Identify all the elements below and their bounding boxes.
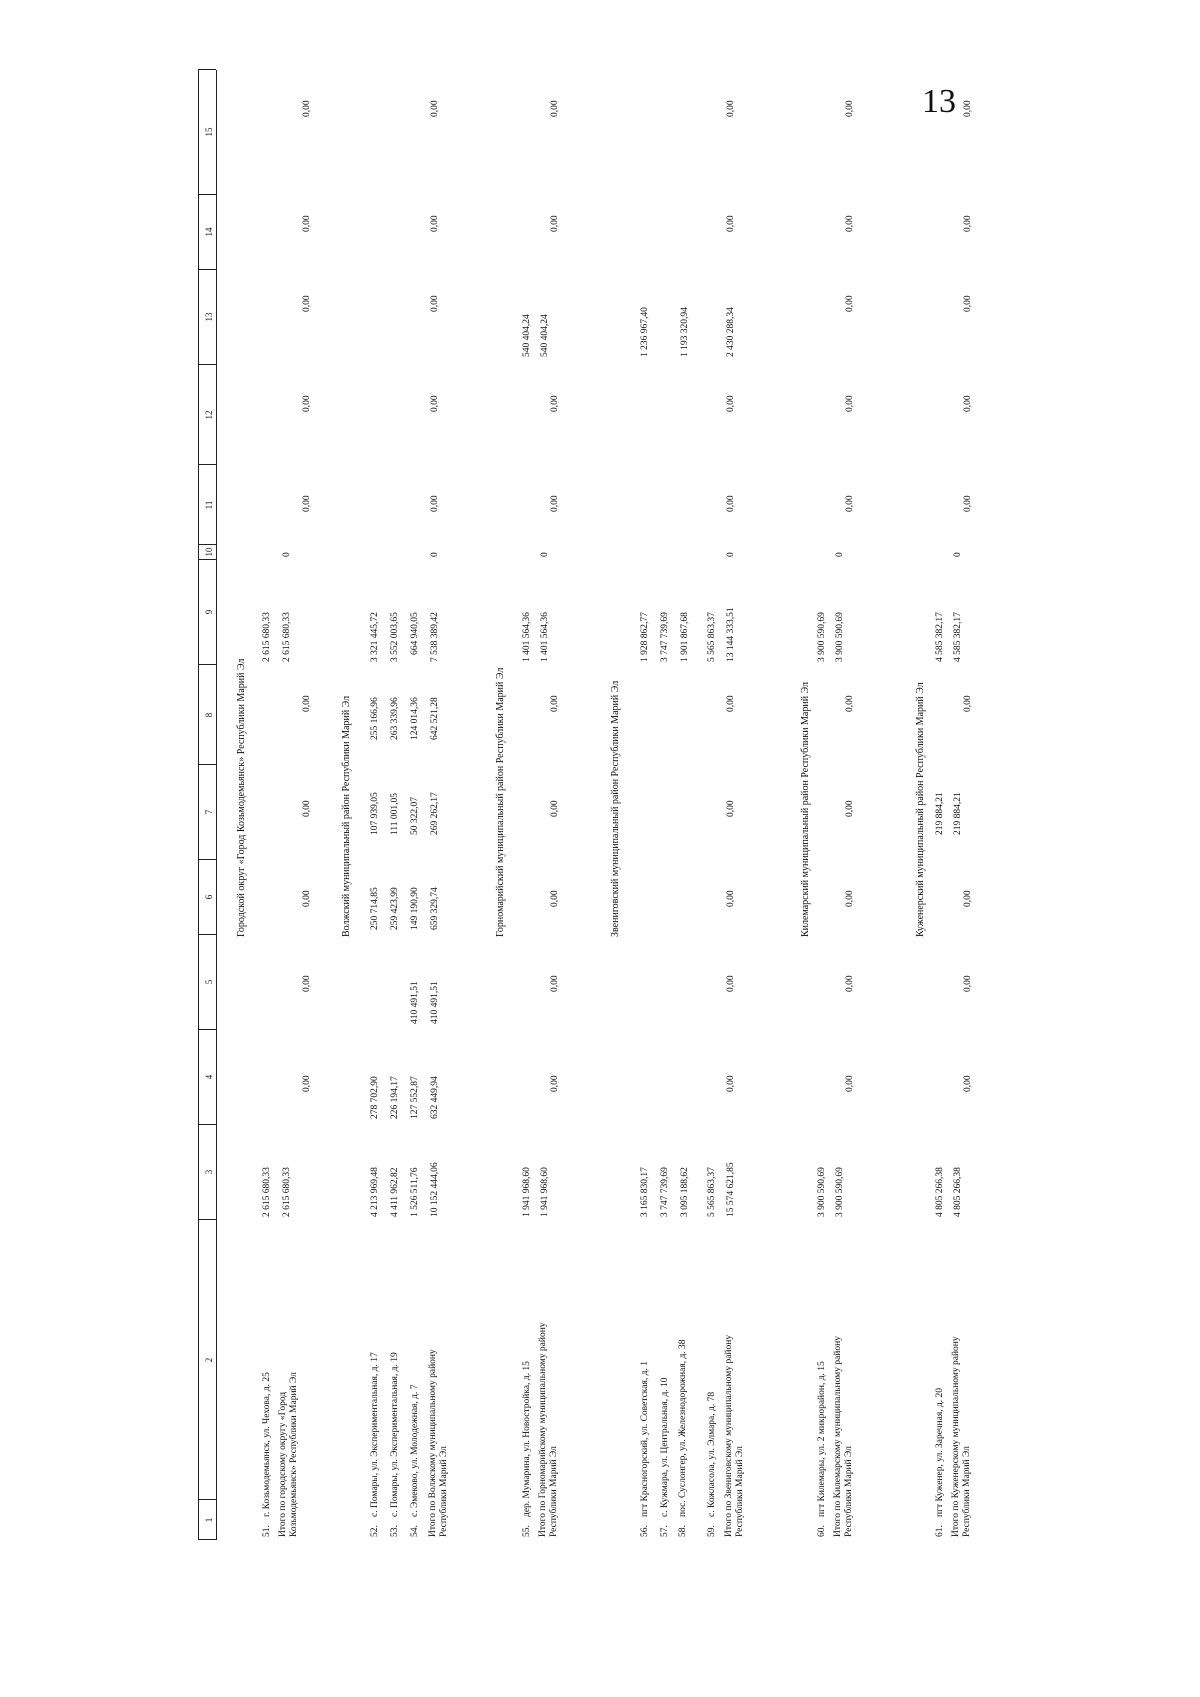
cell-c3: 4 213 969,48: [370, 1167, 380, 1217]
header-bottom-rule: [216, 70, 217, 1540]
cell-c5: 0,00: [963, 975, 973, 992]
cell-c12: 0,00: [550, 395, 560, 412]
cell-c15: 0,00: [845, 100, 855, 117]
cell-c14: 0,00: [963, 215, 973, 232]
col-number-8: 8: [204, 712, 214, 718]
cell-c3: 3 747 739,69: [660, 1167, 670, 1217]
col-number-7: 7: [204, 809, 214, 815]
cell-c9: 4 585 382,17: [953, 612, 963, 662]
cell-c10: 0: [726, 552, 736, 557]
row-number: 56.: [640, 1525, 650, 1537]
cell-c5: 410 491,51: [410, 981, 420, 1024]
cell-c13: 1 193 320,94: [680, 307, 690, 357]
cell-c8: 0,00: [963, 695, 973, 712]
cell-c3: 3 900 590,69: [835, 1167, 845, 1217]
cell-c6: 659 329,74: [430, 887, 440, 930]
row-number: 53.: [390, 1525, 400, 1537]
cell-c4: 632 449,94: [430, 1076, 440, 1119]
col-sep: [198, 1029, 216, 1030]
cell-c12: 0,00: [845, 395, 855, 412]
cell-c15: 0,00: [430, 100, 440, 117]
cell-c8: 0,00: [726, 695, 736, 712]
cell-c9: 5 565 863,37: [707, 612, 717, 662]
cell-c6: 0,00: [726, 890, 736, 907]
cell-c8: 0,00: [302, 695, 312, 712]
row-number: 54.: [410, 1525, 420, 1537]
cell-c3: 3 165 830,17: [640, 1167, 650, 1217]
row-number: 58.: [678, 1525, 688, 1537]
col-number-3: 3: [204, 1169, 214, 1175]
row-address: с. Помары, ул. Экспериментальная, д. 19: [390, 1352, 400, 1517]
cell-c9: 3 552 003,65: [390, 612, 400, 662]
cell-c14: 0,00: [550, 215, 560, 232]
col-sep: [198, 269, 216, 270]
cell-c13: 1 236 967,40: [640, 307, 650, 357]
cell-c15: 0,00: [302, 100, 312, 117]
cell-c13: 0,00: [430, 295, 440, 312]
col-number-2: 2: [204, 1357, 214, 1363]
section-heading: Килемарский муниципальный район Республики Марий Эл: [800, 681, 811, 937]
section-heading: Горномарийский муниципальный район Республики Марий Эл: [495, 667, 506, 937]
cell-c4: 0,00: [550, 1075, 560, 1092]
col-number-11: 11: [204, 500, 214, 510]
cell-c7: 50 322,07: [410, 797, 420, 835]
cell-c12: 0,00: [726, 395, 736, 412]
col-number-6: 6: [204, 894, 214, 900]
cell-c7: 0,00: [845, 800, 855, 817]
cell-c8: 0,00: [845, 695, 855, 712]
row-number: 61.: [935, 1525, 945, 1537]
cell-c13: 2 430 288,34: [726, 307, 736, 357]
cell-c14: 0,00: [302, 215, 312, 232]
col-sep: [198, 69, 216, 70]
total-label: Итого по Куженерскому муниципальному району Республики Марий Эл: [951, 1336, 972, 1537]
cell-c7: 0,00: [302, 800, 312, 817]
cell-c8: 255 166,96: [370, 697, 380, 740]
section-heading: Куженерский муниципальный район Республики Марий Эл: [915, 682, 926, 937]
page-number: 13: [922, 83, 956, 120]
cell-c4: 0,00: [845, 1075, 855, 1092]
cell-c6: 0,00: [302, 890, 312, 907]
cell-c3: 3 095 188,62: [680, 1167, 690, 1217]
cell-c3: 4 805 266,38: [935, 1167, 945, 1217]
cell-c6: 259 423,99: [390, 887, 400, 930]
cell-c11: 0,00: [550, 495, 560, 512]
row-number: 55.: [522, 1525, 532, 1537]
cell-c6: 0,00: [550, 890, 560, 907]
cell-c6: 0,00: [963, 890, 973, 907]
cell-c12: 0,00: [963, 395, 973, 412]
row-number: 57.: [660, 1525, 670, 1537]
row-address: дер. Мумарина, ул. Новостройка, д. 15: [522, 1361, 532, 1517]
cell-c11: 0,00: [845, 495, 855, 512]
cell-c5: 0,00: [550, 975, 560, 992]
cell-c3: 3 900 590,69: [817, 1167, 827, 1217]
cell-c14: 0,00: [726, 215, 736, 232]
cell-c4: 0,00: [726, 1075, 736, 1092]
cell-c3: 4 805 266,38: [953, 1167, 963, 1217]
cell-c3: 2 615 680,33: [282, 1167, 292, 1217]
cell-c10: 0: [430, 552, 440, 557]
row-number: 52.: [370, 1525, 380, 1537]
col-sep: [198, 1124, 216, 1125]
cell-c10: 0: [540, 552, 550, 557]
cell-c13: 0,00: [845, 295, 855, 312]
total-label: Итого по Волжскому муниципальному району Республики Марий Эл: [428, 1349, 449, 1537]
col-number-9: 9: [204, 609, 214, 615]
total-label: Итого по Звениговскому муниципальному району Республики Марий Эл: [724, 1334, 745, 1537]
cell-c3: 1 941 968,60: [540, 1167, 550, 1217]
section-heading: Волжский муниципальный район Республики Марий Эл: [341, 695, 352, 937]
cell-c3: 15 574 621,85: [726, 1162, 736, 1217]
col-number-14: 14: [204, 227, 214, 237]
cell-c7: 219 884,21: [953, 792, 963, 835]
cell-c9: 664 940,05: [410, 612, 420, 655]
cell-c8: 263 339,96: [390, 697, 400, 740]
cell-c14: 0,00: [430, 215, 440, 232]
cell-c15: 0,00: [550, 100, 560, 117]
cell-c9: 3 747 739,69: [660, 612, 670, 662]
total-label: Итого по Горномарийскому муниципальному району Республики Марий Эл: [538, 1322, 559, 1537]
cell-c7: 0,00: [726, 800, 736, 817]
cell-c8: 642 521,28: [430, 697, 440, 740]
row-number: 51.: [262, 1525, 272, 1537]
cell-c9: 1 928 862,77: [640, 612, 650, 662]
row-number: 59.: [707, 1525, 717, 1537]
cell-c5: 0,00: [302, 975, 312, 992]
row-number: 60.: [817, 1525, 827, 1537]
cell-c13: 540 404,24: [540, 314, 550, 357]
col-sep: [198, 859, 216, 860]
cell-c9: 1 901 867,68: [680, 612, 690, 662]
cell-c8: 124 014,36: [410, 697, 420, 740]
col-sep: [198, 464, 216, 465]
cell-c3: 1 526 511,76: [410, 1167, 420, 1217]
col-number-1: 1: [204, 1517, 214, 1523]
total-label: Итого по городскому округу «Город Козьмодемьянск» Республики Марий Эл: [278, 1372, 299, 1537]
col-number-15: 15: [204, 127, 214, 137]
total-label: Итого по Килемарскому муниципальному району Республики Марий Эл: [833, 1336, 854, 1537]
col-sep: [198, 194, 216, 195]
col-sep: [198, 934, 216, 935]
cell-c7: 269 262,17: [430, 792, 440, 835]
cell-c15: 0,00: [963, 100, 973, 117]
row-address: с. Помары, ул. Экспериментальная, д. 17: [370, 1352, 380, 1517]
cell-c5: 410 491,51: [430, 981, 440, 1024]
cell-c11: 0,00: [302, 495, 312, 512]
cell-c8: 0,00: [550, 695, 560, 712]
row-address: с. Эмеково, ул. Молодежная, д. 7: [410, 1384, 420, 1517]
cell-c4: 278 702,90: [370, 1076, 380, 1119]
cell-c7: 0,00: [550, 800, 560, 817]
cell-c7: 107 939,05: [370, 792, 380, 835]
cell-c9: 2 615 680,33: [282, 612, 292, 662]
cell-c4: 127 552,87: [410, 1076, 420, 1119]
cell-c3: 4 411 962,82: [390, 1167, 400, 1217]
cell-c10: 0: [282, 552, 292, 557]
cell-c3: 1 941 968,60: [522, 1167, 532, 1217]
cell-c11: 0,00: [963, 495, 973, 512]
cell-c4: 226 194,17: [390, 1076, 400, 1119]
cell-c12: 0,00: [302, 395, 312, 412]
cell-c10: 0: [835, 552, 845, 557]
section-heading: Звениговский муниципальный район Республики Марий Эл: [610, 680, 621, 937]
cell-c6: 0,00: [845, 890, 855, 907]
col-number-13: 13: [204, 312, 214, 322]
cell-c4: 0,00: [302, 1075, 312, 1092]
cell-c11: 0,00: [430, 495, 440, 512]
section-heading: Городской округ «Город Козьмодемьянск» Республики Марий Эл: [236, 658, 247, 937]
col-sep: [198, 364, 216, 365]
row-address: пос. Суслонгер, ул. Железнодорожная, д. 38: [678, 1339, 688, 1517]
col-sep: [198, 1219, 216, 1220]
col-number-10: 10: [204, 547, 214, 557]
header-top-rule: [198, 70, 199, 1540]
col-sep: [198, 664, 216, 665]
cell-c11: 0,00: [726, 495, 736, 512]
row-address: с. Кужмара, ул. Центральная, д. 10: [660, 1377, 670, 1517]
cell-c9: 1 401 564,36: [522, 612, 532, 662]
cell-c9: 3 900 590,69: [835, 612, 845, 662]
cell-c5: 0,00: [845, 975, 855, 992]
col-number-4: 4: [204, 1074, 214, 1080]
row-address: пгт Куженер, ул. Заречная, д. 20: [935, 1387, 945, 1517]
cell-c9: 3 321 445,72: [370, 612, 380, 662]
cell-c9: 13 144 333,51: [726, 607, 736, 662]
cell-c3: 2 615 680,33: [262, 1167, 272, 1217]
cell-c5: 0,00: [726, 975, 736, 992]
cell-c14: 0,00: [845, 215, 855, 232]
cell-c13: 0,00: [963, 295, 973, 312]
cell-c7: 111 001,05: [390, 792, 400, 835]
cell-c13: 540 404,24: [522, 314, 532, 357]
cell-c13: 0,00: [302, 295, 312, 312]
cell-c12: 0,00: [430, 395, 440, 412]
cell-c10: 0: [953, 552, 963, 557]
cell-c9: 4 585 382,17: [935, 612, 945, 662]
row-address: с. Кожласола, ул. Элмара, д. 78: [707, 1391, 717, 1517]
col-sep: [198, 764, 216, 765]
cell-c9: 3 900 590,69: [817, 612, 827, 662]
cell-c9: 2 615 680,33: [262, 612, 272, 662]
col-number-5: 5: [204, 979, 214, 985]
cell-c6: 149 190,90: [410, 887, 420, 930]
cell-c7: 219 884,21: [935, 792, 945, 835]
cell-c3: 10 152 444,06: [430, 1162, 440, 1217]
cell-c15: 0,00: [726, 100, 736, 117]
row-address: пгт Красногорский, ул. Советская, д. 1: [640, 1361, 650, 1517]
cell-c9: 1 401 564,36: [540, 612, 550, 662]
cell-c3: 5 565 863,37: [707, 1167, 717, 1217]
row-address: г. Козьмодемьянск, ул. Чехова, д. 25: [262, 1372, 272, 1517]
row-address: пгт Килемары, ул. 2 микрорайон, д. 15: [817, 1361, 827, 1517]
cell-c6: 250 714,85: [370, 887, 380, 930]
cell-c9: 7 538 389,42: [430, 612, 440, 662]
col-number-12: 12: [204, 410, 214, 420]
cell-c4: 0,00: [963, 1075, 973, 1092]
